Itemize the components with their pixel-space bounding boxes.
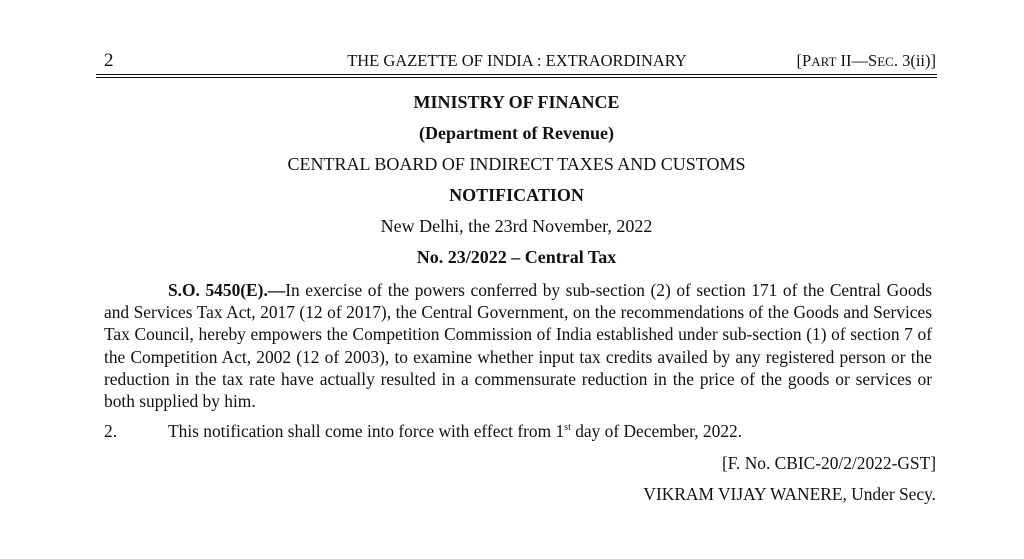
header-rule-bottom: [96, 77, 937, 78]
part-section-label: [797, 50, 936, 73]
paragraph-2-text-a: This notification shall come into force with effect from 1: [168, 421, 565, 441]
part-open: [P: [796, 51, 812, 70]
file-number: [F. No. CBIC-20/2/2022-GST]: [721, 453, 936, 473]
paragraph-2-number: 2.: [104, 421, 118, 441]
so-number: S.O. 5450(E).—: [168, 280, 286, 300]
part-small-2: EC: [877, 54, 894, 69]
gazette-title: THE GAZETTE OF INDIA : EXTRAORDINARY: [347, 51, 687, 70]
ministry-heading: MINISTRY OF FINANCE: [413, 92, 620, 112]
paragraph-2: [104, 420, 742, 442]
place-date: New Delhi, the 23rd November, 2022: [380, 216, 653, 236]
gazette-header: [98, 50, 936, 74]
page-number: 2: [104, 50, 114, 71]
part-close: . 3(ii)]: [893, 51, 936, 70]
paragraph-1-text: In exercise of the powers conferred by sub-section (2) of section 171 of the Central Goods and Services Tax Act, 2017 (12 of 2017), the Central Government, on the recommendations of the Goods and Services Tax Council, hereby empowers the Competition Commission of India established under sub-section (1) of section 7 of the Competition Act, 2002 (12 of 2003), to examine whether input tax credits availed by any registered person or the reduction in the tax rate have actually resulted in a commensurate reduction in the price of the goods or services or both supplied by him.: [104, 280, 932, 412]
board-heading: CENTRAL BOARD OF INDIRECT TAXES AND CUSTOMS: [287, 154, 746, 174]
department-heading: (Department of Revenue): [419, 123, 614, 143]
notification-heading: NOTIFICATION: [449, 185, 584, 205]
paragraph-2-text-b: day of December, 2022.: [570, 421, 743, 441]
part-small-1: ART: [811, 54, 837, 69]
part-mid: II—S: [836, 51, 878, 70]
notification-number: No. 23/2022 – Central Tax: [416, 247, 617, 267]
ordinal-suffix: st: [564, 422, 571, 433]
header-rule-top: [96, 74, 937, 75]
signatory: VIKRAM VIJAY WANERE, Under Secy.: [643, 484, 936, 504]
paragraph-1: [104, 279, 932, 412]
